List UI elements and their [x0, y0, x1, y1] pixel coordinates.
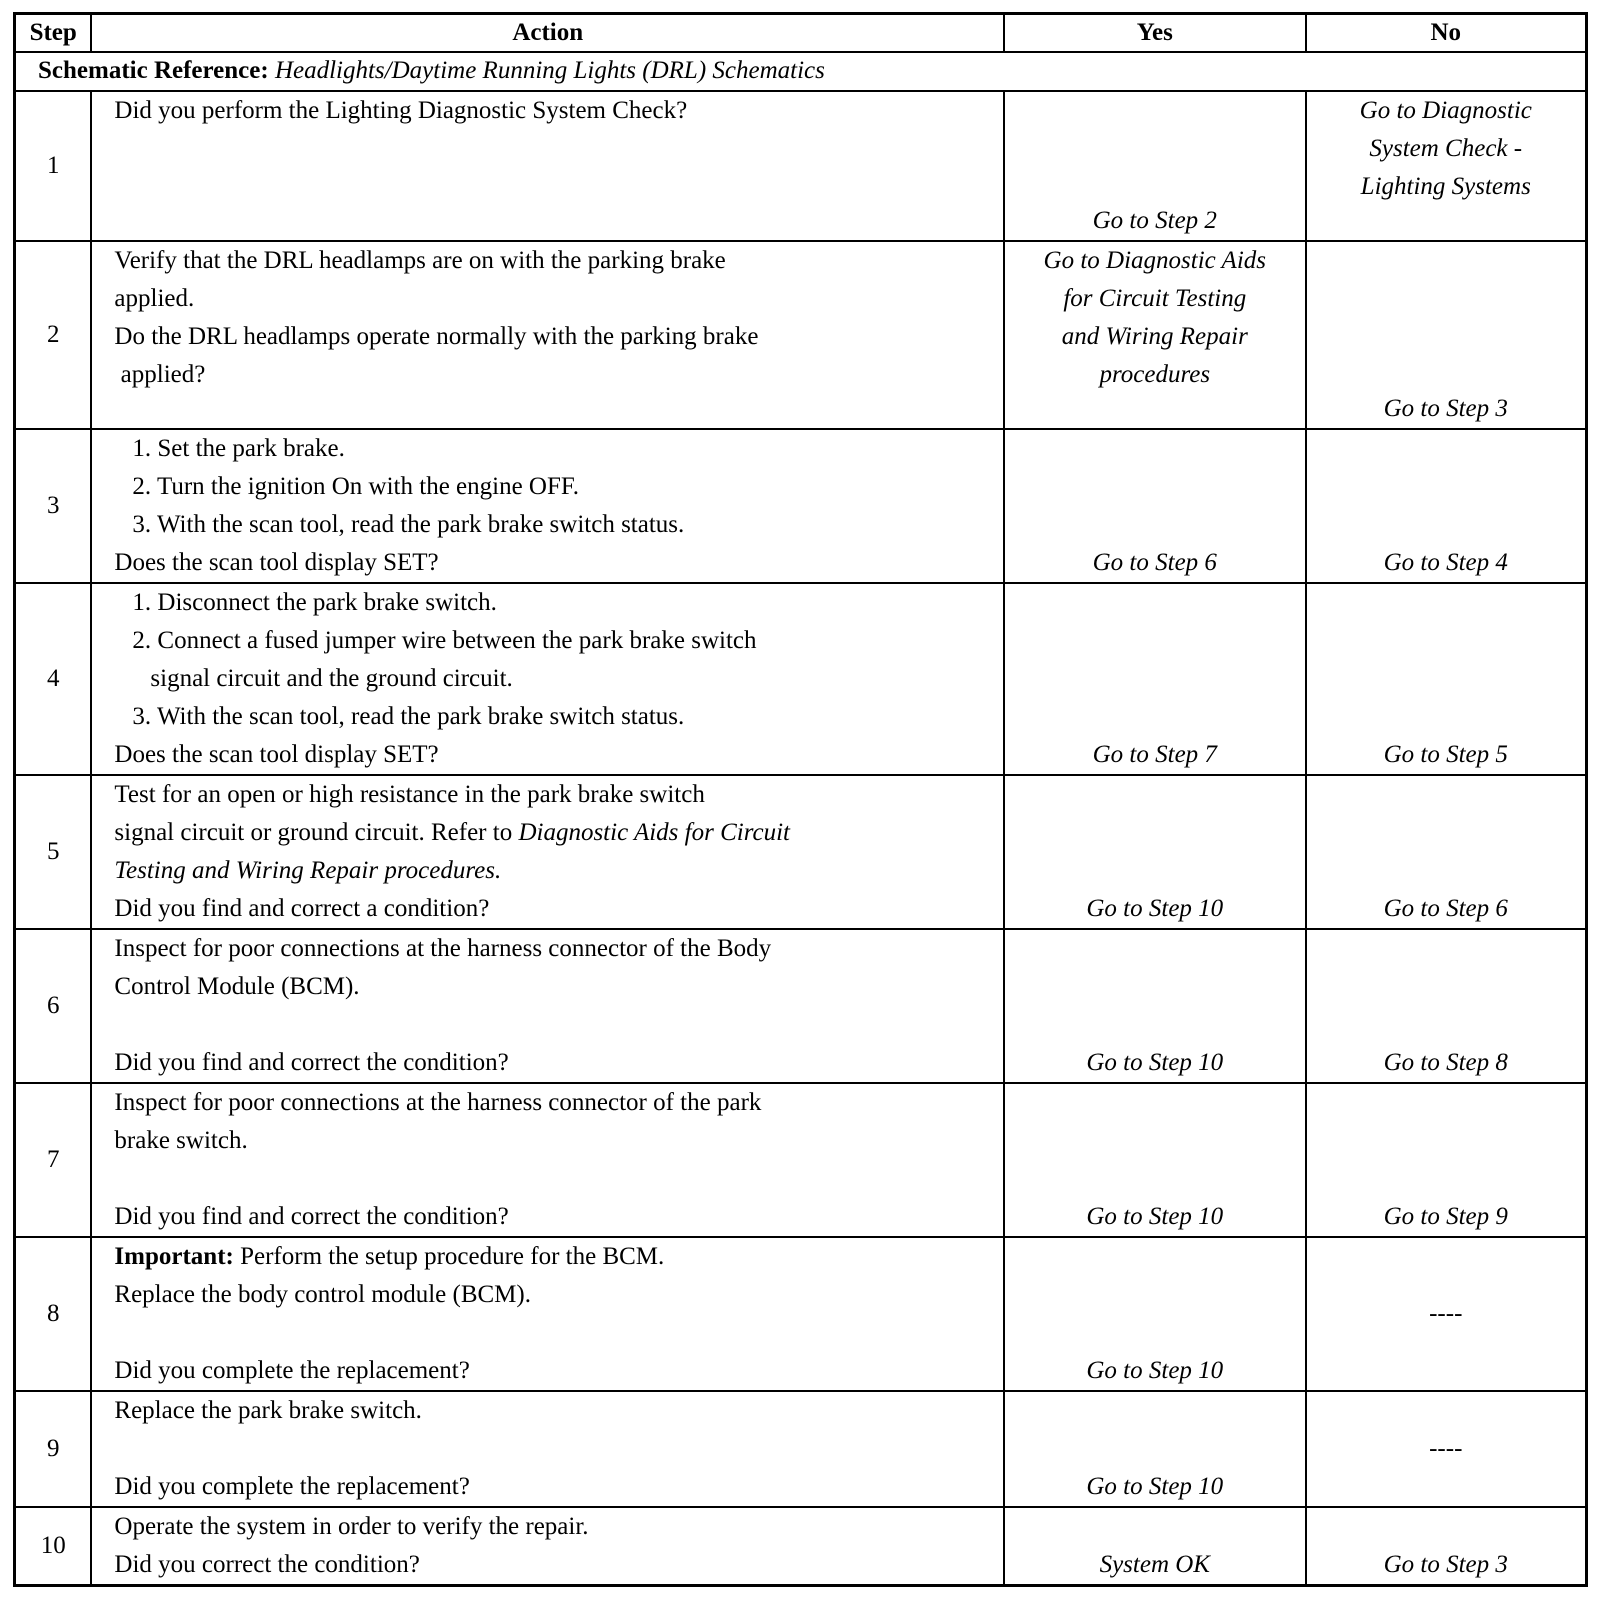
- no-cell: [1306, 91, 1587, 241]
- yes-cell: [1004, 241, 1305, 429]
- yes-cell: [1004, 1083, 1305, 1237]
- yes-link-line: for Circuit Testing: [1063, 285, 1247, 312]
- header-step: Step: [15, 14, 92, 53]
- action-question: Did you find and correct a condition?: [114, 895, 490, 922]
- action-text: Inspect for poor connections at the harness connector of the park: [114, 1089, 762, 1116]
- yes-link[interactable]: Go to Step 10: [1086, 1203, 1224, 1230]
- wiring-repair-link[interactable]: Testing and Wiring Repair procedures.: [114, 857, 502, 884]
- step-number: 5: [15, 775, 92, 929]
- action-text: brake switch.: [114, 1127, 248, 1154]
- no-link[interactable]: Go to Step 4: [1383, 549, 1508, 576]
- action-text: Control Module (BCM).: [114, 973, 360, 1000]
- action-cell: [91, 929, 1004, 1083]
- header-no: No: [1306, 14, 1587, 53]
- important-note: [114, 1238, 1003, 1276]
- no-link[interactable]: Go to Step 3: [1383, 395, 1508, 422]
- yes-link[interactable]: Go to Step 10: [1086, 1049, 1224, 1076]
- schematic-reference-link[interactable]: Headlights/Daytime Running Lights (DRL) Schematics: [274, 57, 825, 84]
- action-cell: [91, 91, 1004, 241]
- table-row: [15, 91, 1587, 241]
- no-cell: [1306, 583, 1587, 775]
- yes-link[interactable]: Go to Step 6: [1092, 549, 1217, 576]
- no-link[interactable]: Go to Step 3: [1383, 1551, 1508, 1578]
- yes-link-line: Go to Diagnostic Aids: [1043, 247, 1267, 274]
- yes-value: System OK: [1099, 1551, 1210, 1578]
- table-row: [15, 1237, 1587, 1391]
- action-text: applied?: [114, 361, 206, 388]
- yes-cell: [1004, 1391, 1305, 1507]
- spacer: [114, 1430, 1003, 1468]
- header-yes: Yes: [1004, 14, 1305, 53]
- spacer: [114, 1006, 1003, 1044]
- important-text: Perform the setup procedure for the BCM.: [233, 1243, 665, 1270]
- action-text: Verify that the DRL headlamps are on with the parking brake: [114, 247, 726, 274]
- action-cell: [91, 1507, 1004, 1586]
- step-number: 1: [15, 91, 92, 241]
- no-cell: [1306, 775, 1587, 929]
- yes-cell: [1004, 583, 1305, 775]
- step-number: 3: [15, 429, 92, 583]
- step-number: 8: [15, 1237, 92, 1391]
- no-cell: [1306, 929, 1587, 1083]
- action-text: Did you perform the Lighting Diagnostic System Check?: [114, 97, 688, 124]
- table-row: [15, 1083, 1587, 1237]
- action-text: Operate the system in order to verify the repair.: [114, 1513, 589, 1540]
- action-cell: [91, 1391, 1004, 1507]
- no-link-line: System Check -: [1369, 135, 1523, 162]
- step-number: 9: [15, 1391, 92, 1507]
- spacer: [114, 1314, 1003, 1352]
- no-cell: [1306, 1391, 1587, 1507]
- action-question: Did you complete the replacement?: [114, 1473, 470, 1500]
- table-row: [15, 583, 1587, 775]
- yes-link-line: and Wiring Repair: [1061, 323, 1248, 350]
- action-cell: [91, 1083, 1004, 1237]
- table-row: [15, 241, 1587, 429]
- action-list-item: 1. Set the park brake.: [132, 435, 345, 462]
- no-cell: [1306, 1237, 1587, 1391]
- step-number: 2: [15, 241, 92, 429]
- diagnostic-table: [13, 12, 1588, 1587]
- diagnostic-aids-link[interactable]: Diagnostic Aids for Circuit: [518, 819, 790, 846]
- table-row: [15, 775, 1587, 929]
- yes-cell: [1004, 91, 1305, 241]
- action-question: Does the scan tool display SET?: [114, 741, 439, 768]
- action-cell: [91, 583, 1004, 775]
- schematic-reference-row: [15, 52, 1587, 91]
- step-number: 7: [15, 1083, 92, 1237]
- yes-link[interactable]: [1005, 242, 1304, 394]
- no-cell: [1306, 241, 1587, 429]
- action-list-item: 2. Connect a fused jumper wire between the park brake switch: [132, 627, 757, 654]
- action-question: Did you find and correct the condition?: [114, 1049, 509, 1076]
- no-cell: [1306, 1507, 1587, 1586]
- action-question: Did you correct the condition?: [114, 1551, 420, 1578]
- action-list-item: 1. Disconnect the park brake switch.: [132, 589, 497, 616]
- header-action: Action: [91, 14, 1004, 53]
- action-text: Inspect for poor connections at the harness connector of the Body: [114, 935, 772, 962]
- header-row: [15, 14, 1587, 53]
- yes-cell: [1004, 1507, 1305, 1586]
- yes-link[interactable]: Go to Step 10: [1086, 1473, 1224, 1500]
- step-number: 4: [15, 583, 92, 775]
- action-text-part: signal circuit or ground circuit. Refer to: [114, 819, 519, 846]
- action-text: Test for an open or high resistance in the park brake switch: [114, 781, 705, 808]
- table-row: [15, 929, 1587, 1083]
- table-row: [15, 429, 1587, 583]
- action-cell: [91, 429, 1004, 583]
- action-cell: [91, 775, 1004, 929]
- yes-cell: [1004, 1237, 1305, 1391]
- action-text: Replace the body control module (BCM).: [114, 1281, 531, 1308]
- no-cell: [1306, 1083, 1587, 1237]
- yes-cell: [1004, 429, 1305, 583]
- action-question: Did you find and correct the condition?: [114, 1203, 509, 1230]
- action-cell: [91, 1237, 1004, 1391]
- schematic-reference-label: Schematic Reference:: [38, 57, 269, 84]
- no-value: ----: [1429, 1435, 1463, 1462]
- no-link-line: Lighting Systems: [1360, 173, 1531, 200]
- step-number: 6: [15, 929, 92, 1083]
- no-link[interactable]: Go to Step 8: [1383, 1049, 1508, 1076]
- important-label: Important:: [114, 1243, 234, 1270]
- action-list-item: signal circuit and the ground circuit.: [150, 665, 513, 692]
- no-link-line: Go to Diagnostic: [1359, 97, 1532, 124]
- no-link[interactable]: Go to Step 5: [1383, 741, 1508, 768]
- yes-link-line: procedures: [1099, 361, 1211, 388]
- action-text: applied.: [114, 285, 195, 312]
- action-list-item: 2. Turn the ignition On with the engine OFF.: [132, 473, 580, 500]
- yes-link[interactable]: Go to Step 10: [1086, 1357, 1224, 1384]
- schematic-reference: [15, 52, 1587, 91]
- yes-link[interactable]: Go to Step 10: [1086, 895, 1224, 922]
- action-cell: [91, 241, 1004, 429]
- action-question: Did you complete the replacement?: [114, 1357, 470, 1384]
- yes-link[interactable]: Go to Step 2: [1092, 207, 1217, 234]
- no-value: ----: [1429, 1300, 1463, 1327]
- action-list-item: 3. With the scan tool, read the park brake switch status.: [132, 511, 685, 538]
- action-text: Do the DRL headlamps operate normally with the parking brake: [114, 323, 759, 350]
- table-row: [15, 1391, 1587, 1507]
- spacer: [114, 1160, 1003, 1198]
- yes-cell: [1004, 929, 1305, 1083]
- table-row: [15, 1507, 1587, 1586]
- action-question: Does the scan tool display SET?: [114, 549, 439, 576]
- action-text: [114, 814, 1003, 852]
- no-link[interactable]: Go to Step 6: [1383, 895, 1508, 922]
- action-list-item: 3. With the scan tool, read the park brake switch status.: [132, 703, 685, 730]
- step-number: 10: [15, 1507, 92, 1586]
- no-cell: [1306, 429, 1587, 583]
- no-link[interactable]: [1307, 92, 1585, 206]
- no-link[interactable]: Go to Step 9: [1383, 1203, 1508, 1230]
- yes-link[interactable]: Go to Step 7: [1092, 741, 1217, 768]
- yes-cell: [1004, 775, 1305, 929]
- action-text: Replace the park brake switch.: [114, 1397, 422, 1424]
